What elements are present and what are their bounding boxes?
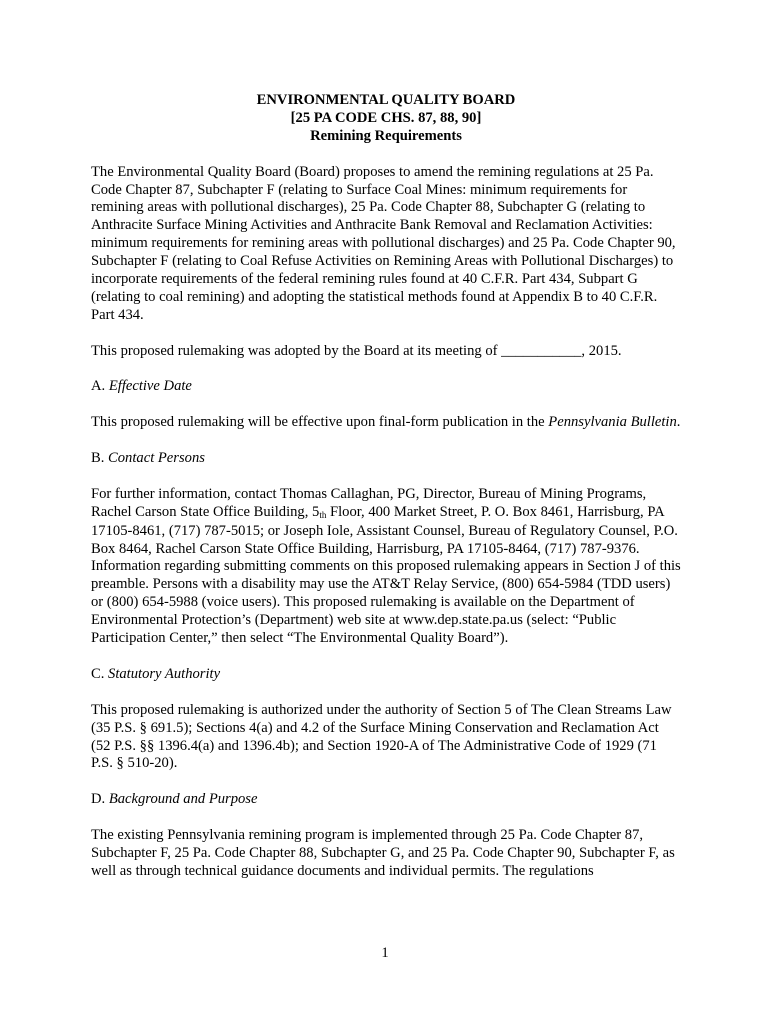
section-b-letter: B. bbox=[91, 450, 109, 467]
section-b-body-text: For further information, contact Thomas Callaghan, PG, Director, Bureau of Mining Programs, Rachel Carson State Office Building, 5 bbox=[91, 485, 647, 520]
document-body bbox=[91, 92, 681, 899]
section-a-heading bbox=[91, 378, 681, 396]
section-d-title: Background and Purpose bbox=[108, 791, 258, 808]
intro-paragraph: The Environmental Quality Board (Board) proposes to amend the remining regulations at 25 Pa. Code Chapter 87, Subchapter F (relating to Surface Coal Mines: minimum requirements for remining areas with pollutional discharges), 25 Pa. Code Chapter 88, Subchapter G (relating to Anthracite Surface Mining Activities and Anthracite Bank Removal and Reclamation Activities: minimum requirements for remining areas with pollutional discharges) and 25 Pa. Code Chapter 90, Subchapter F (relating to Coal Refuse Activities on Remining Areas with Pollutional Discharges) to incorporate requirements of the federal remining rules found at 40 C.F.R. Part 434, Subpart G (relating to coal remining) and adopting the statistical methods found at Appendix B to 40 C.F.R. Part 434. bbox=[91, 163, 676, 323]
header-agency: ENVIRONMENTAL QUALITY BOARD bbox=[256, 92, 516, 108]
page-number: 1 bbox=[381, 945, 389, 961]
section-b-body bbox=[91, 486, 681, 648]
section-d-letter: D. bbox=[91, 791, 109, 808]
document-header bbox=[91, 92, 681, 146]
adopted-paragraph: This proposed rulemaking was adopted by the Board at its meeting of ___________, 2015. bbox=[91, 342, 622, 359]
section-c-body: This proposed rulemaking is authorized under the authority of Section 5 of The Clean Streams Law (35 P.S. § 691.5); Sections 4(a) and 4.2 of the Surface Mining Conservation and Reclamation Act (52 P.S. §§ 1396.4(a) and 1396.4b); and Section 1920-A of The Administrative Code of 1929 (71 P.S. § 510-20). bbox=[91, 701, 672, 772]
section-a-body bbox=[91, 414, 681, 432]
section-c-title: Statutory Authority bbox=[108, 665, 221, 682]
section-d-heading bbox=[91, 791, 681, 809]
pennsylvania-bulletin-title: Pennsylvania Bulletin bbox=[548, 414, 677, 431]
section-a-body-end: . bbox=[676, 414, 681, 431]
section-b-heading bbox=[91, 450, 681, 468]
section-c-letter: C. bbox=[91, 665, 109, 682]
section-a-title: Effective Date bbox=[108, 378, 192, 395]
section-b-body-rest: Floor, 400 Market Street, P. O. Box 8461, Harrisburg, PA 17105-8461, (717) 787-5015; or Joseph Iole, Assistant Counsel, Bureau of Regulatory Counsel, P.O. Box 8464, Rachel Carson State Office Building, Harrisburg, PA 17105-8464, (717) 787-9376. Information regarding submitting comments on this proposed rulemaking appears in Section J of this preamble. Persons with a disability may use the AT&T Relay Service, (800) 654-5984 (TDD users) or (800) 654-5988 (voice users). This proposed rulemaking is available on the Department of Environmental Protection’s (Department) web site at www.dep.state.pa.us (select: “Public Participation Center,” then select “The Environmental Quality Board”). bbox=[91, 503, 681, 647]
section-b-title: Contact Persons bbox=[108, 450, 205, 467]
header-title: Remining Requirements bbox=[310, 127, 462, 144]
ordinal-suffix: th bbox=[319, 509, 327, 520]
section-c-heading bbox=[91, 666, 681, 684]
section-a-body-text: This proposed rulemaking will be effective upon final-form publication in the bbox=[91, 414, 549, 431]
section-a-letter: A. bbox=[91, 378, 109, 395]
section-d-body: The existing Pennsylvania remining program is implemented through 25 Pa. Code Chapter 87, Subchapter F, 25 Pa. Code Chapter 88, Subchapter G, and 25 Pa. Code Chapter 90, Subchapter F, as well as through technical guidance documents and individual permits. The regulations bbox=[91, 827, 675, 879]
header-code: [25 PA CODE CHS. 87, 88, 90] bbox=[290, 109, 482, 126]
